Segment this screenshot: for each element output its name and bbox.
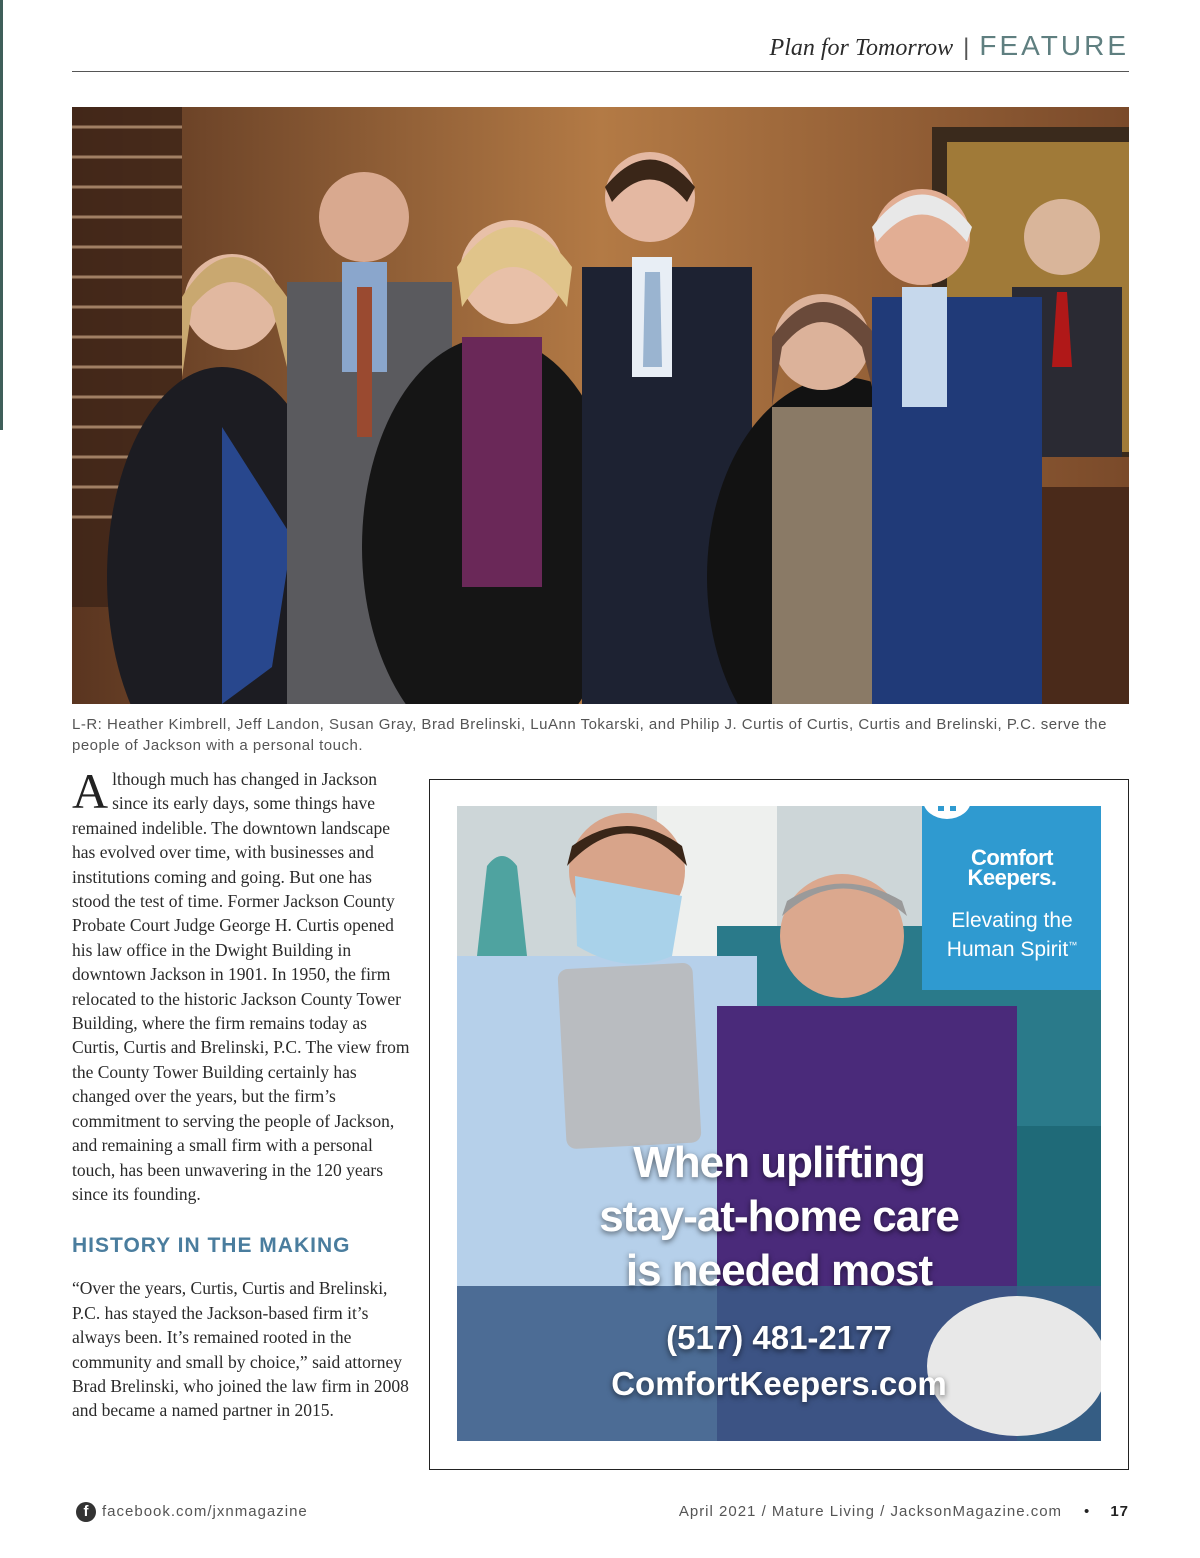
page-footer — [72, 1500, 1129, 1526]
comfort-keepers-logo — [922, 806, 972, 820]
brand-name-line2: Keepers. — [967, 865, 1057, 890]
ad-website-link[interactable]: ComfortKeepers.com — [611, 1365, 947, 1402]
intro-paragraph — [72, 763, 412, 1206]
page-edge-accent — [0, 0, 3, 430]
ad-phone-number[interactable]: (517) 481-2177 — [666, 1319, 892, 1356]
intro-text: lthough much has changed in Jackson since its early days, some things have remained indelible. The downtown landscape has evolved over time, with businesses and institutions coming and going. But one has stood the test of time. Former Jackson County Probate Court Judge George H. Curtis opened his law office in the Dwight Building in downtown Jackson in 1901. In 1950, the firm relocated to the historic Jackson County Tower Building, where the firm remains today as Curtis, Curtis and Brelinski, P.C. The view from the County Tower Building certainly has changed over the years, but the firm’s commitment to serving the people of Jackson, and remaining a small firm with a personal touch, has been unwavering in the 120 years since its founding. — [72, 769, 410, 1204]
facebook-link[interactable]: facebook.com/jxnmagazine — [102, 1503, 308, 1520]
footer-folio — [679, 1503, 1129, 1520]
section-title: Plan for Tomorrow — [769, 35, 954, 61]
tagline-line2: Human Spirit — [946, 938, 1069, 961]
footer-slash: / — [761, 1503, 767, 1520]
facebook-icon[interactable]: f — [76, 1502, 96, 1522]
headline-line3: is needed most — [625, 1246, 933, 1295]
brand-tagline — [922, 908, 1101, 962]
issue-date: April 2021 — [678, 1503, 757, 1520]
section-subhead: HISTORY IN THE MAKING — [72, 1234, 351, 1258]
footer-slash: / — [880, 1503, 886, 1520]
tagline-line1: Elevating the — [951, 909, 1073, 932]
brand-panel — [922, 806, 1101, 990]
ad-headline — [457, 1136, 1101, 1298]
header-rule — [72, 71, 1129, 72]
brand-name-line1: Comfort — [970, 845, 1054, 870]
running-header — [72, 30, 1129, 70]
comfort-keepers-ad[interactable] — [457, 806, 1101, 1441]
article-column — [72, 763, 412, 1423]
feature-label: FEATURE — [979, 30, 1129, 61]
website-link[interactable]: JacksonMagazine.com — [890, 1503, 1063, 1520]
page-number: 17 — [1110, 1503, 1129, 1520]
issue-edition: Mature Living — [771, 1503, 875, 1520]
brand-name — [922, 845, 1101, 890]
headline-line2: stay-at-home care — [599, 1192, 959, 1241]
header-separator: | — [963, 34, 970, 61]
headline-line1: When uplifting — [633, 1138, 925, 1187]
drop-cap: A — [72, 763, 109, 819]
body-paragraph: “Over the years, Curtis, Curtis and Brelinski, P.C. has stayed the Jackson-based firm it’s always been. It’s remained rooted in the community and small by choice,” said attorney Brad Brelinski, who joined the law firm in 2008 and became a named partner in 2015. — [72, 1278, 409, 1421]
group-photo — [72, 107, 1129, 704]
trademark-mark: ™ — [1068, 940, 1078, 950]
photo-caption: L-R: Heather Kimbrell, Jeff Landon, Susan Gray, Brad Brelinski, LuAnn Tokarski, and Philip J. Curtis of Curtis, Curtis and Brelinski, P.C. serve the people of Jackson with a personal touch. — [72, 716, 1107, 754]
footer-bullet: • — [1084, 1503, 1091, 1520]
